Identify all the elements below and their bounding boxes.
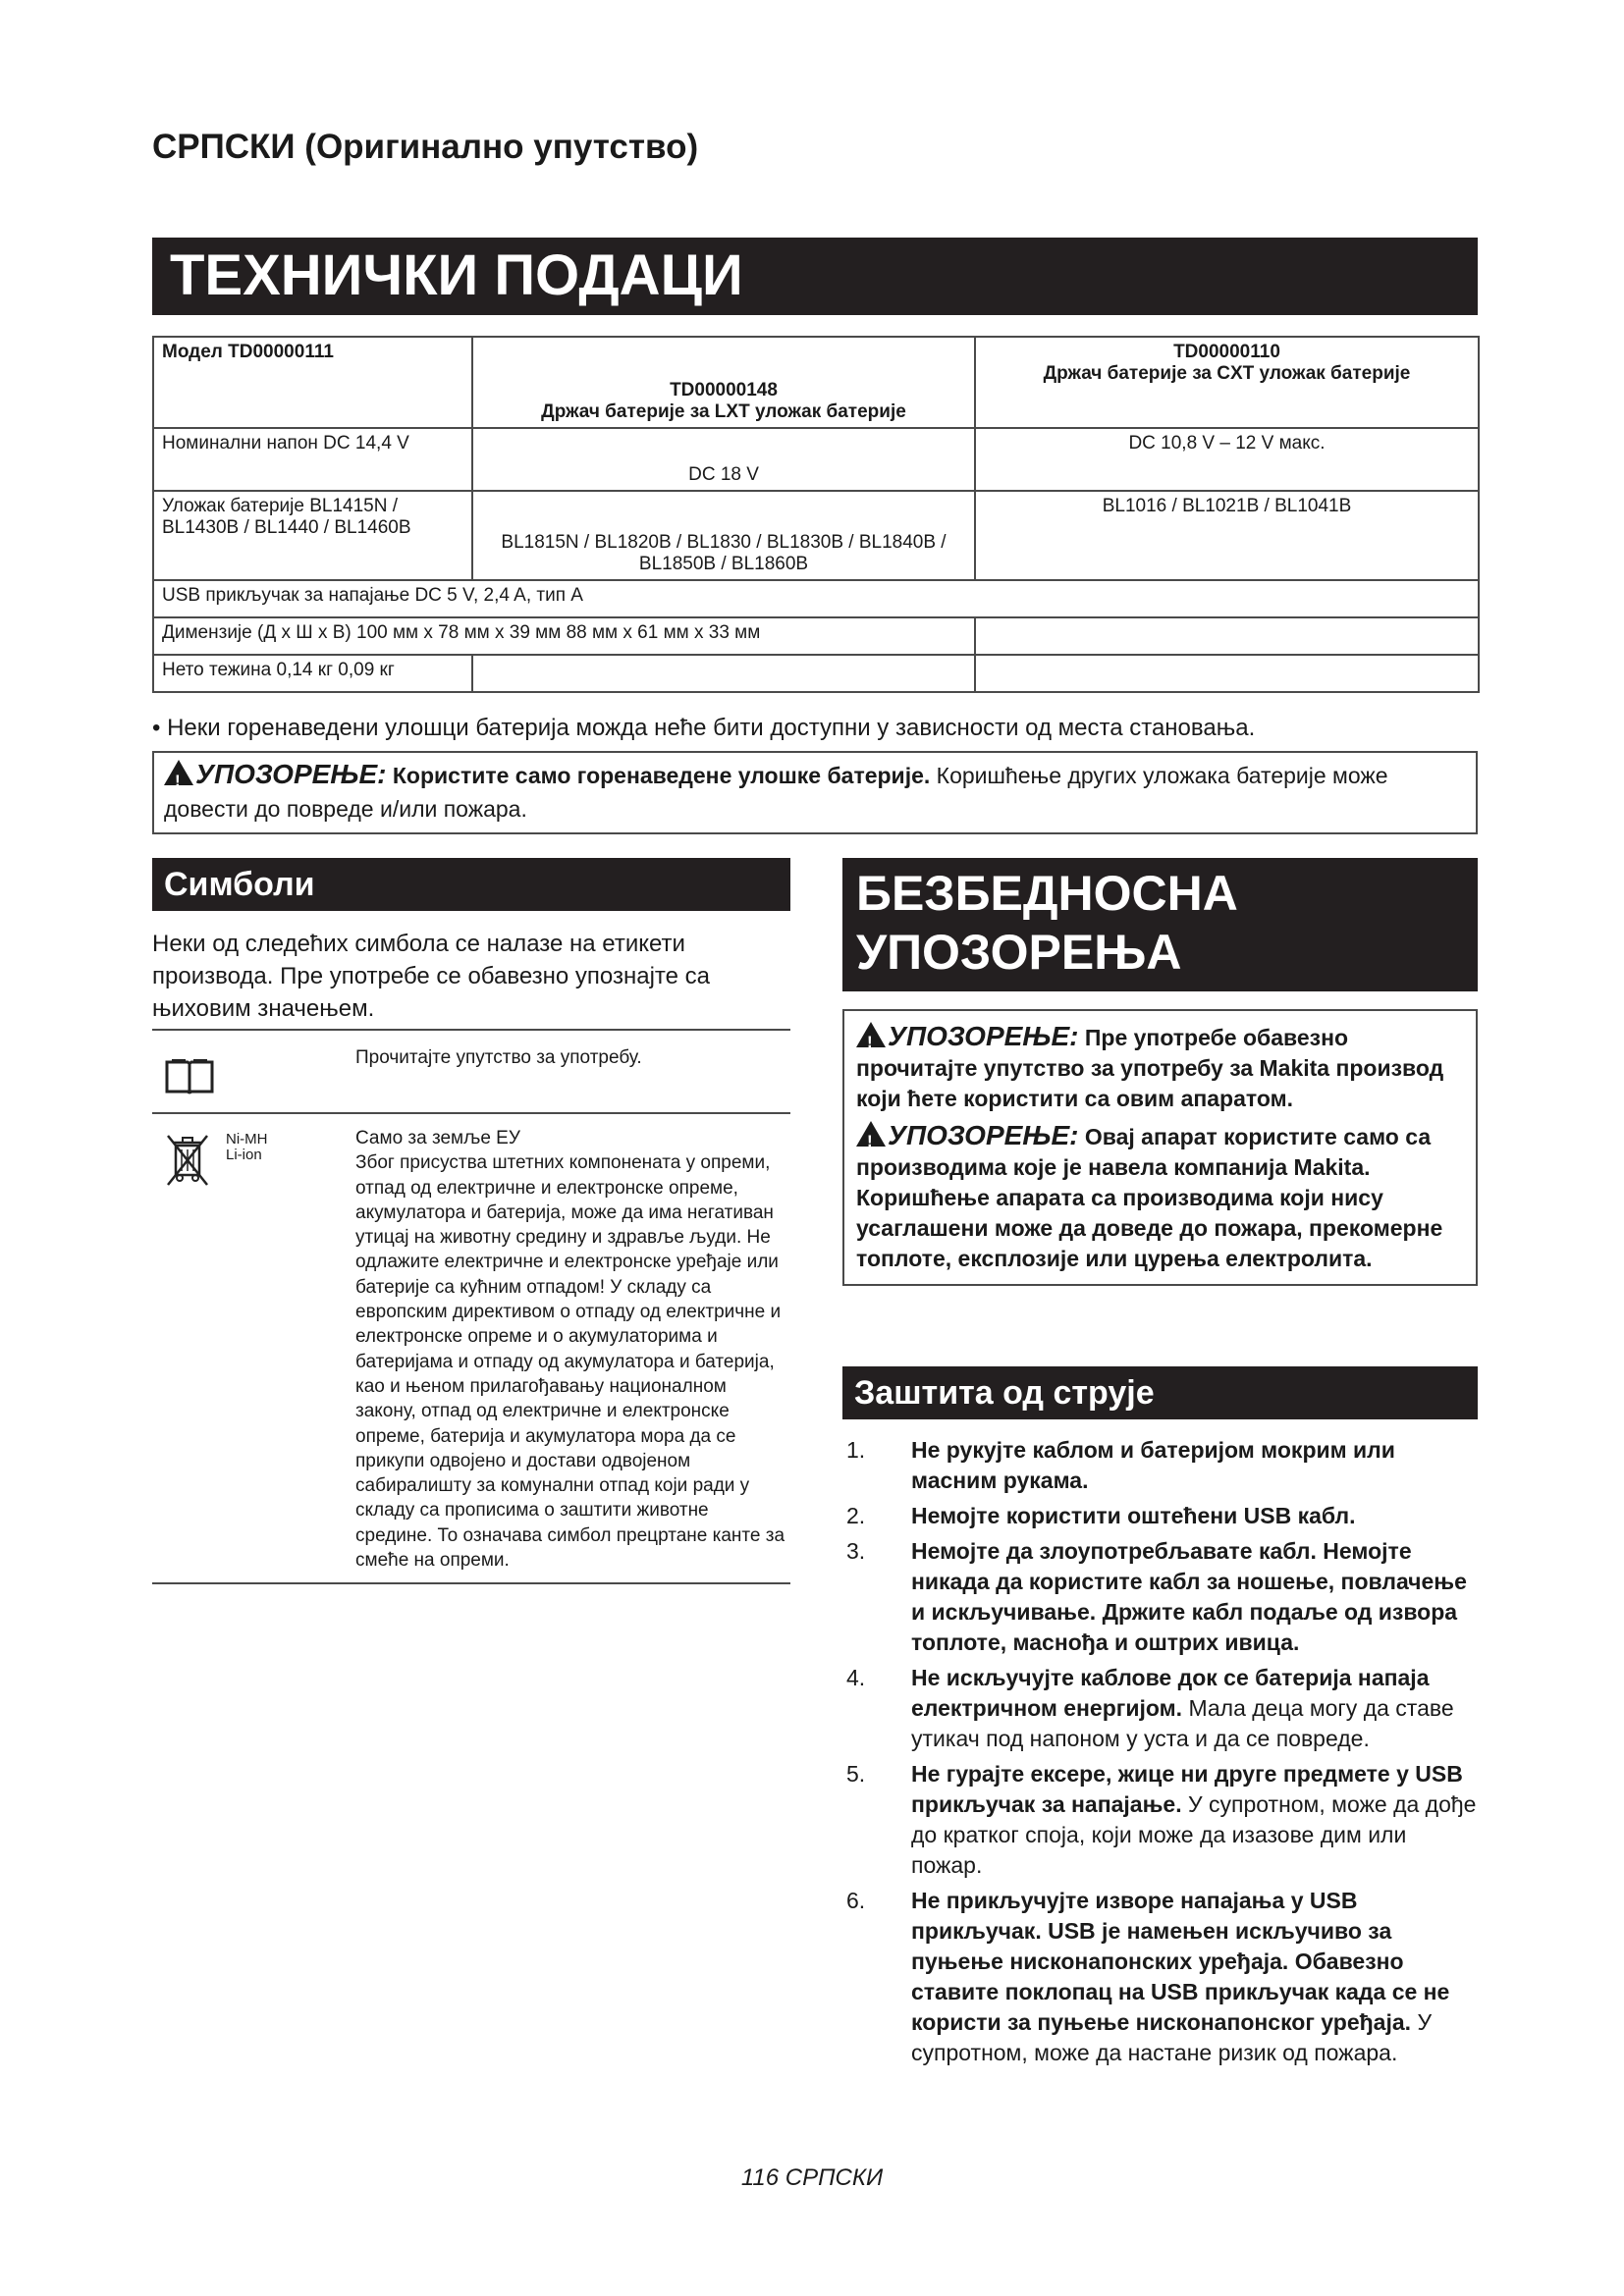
table-cell xyxy=(472,655,975,692)
safety-warning-box xyxy=(842,1009,1478,1286)
list-item xyxy=(842,1886,1478,2068)
safety-title-line1: БЕЗБЕДНОСНА xyxy=(856,866,1238,921)
table-cell: Димензије (Д x Ш x В) 100 мм x 78 мм x 39 мм 88 мм x 61 мм x 33 мм xyxy=(153,617,975,655)
battery-warning-box xyxy=(152,751,1478,834)
electric-shock-list xyxy=(842,1435,1478,2073)
table-row xyxy=(153,655,1479,692)
list-number: 2. xyxy=(846,1503,866,1528)
symbols-heading: Симболи xyxy=(152,858,790,911)
book-icon xyxy=(164,1056,215,1101)
table-header-cell: Модел TD00000111 xyxy=(153,337,472,428)
page-footer: 116 СРПСКИ xyxy=(740,2164,884,2191)
weee-text: Због присуства штетних компонената у опреми, отпад од електричне и електронске опреме, акумулатора и батерија, може да има негативан утицај на животну средину и здравље људи. Не одлажите електричне и електронске уређаје или батерије са кућним отпадом! У складу са европским директивом о отпаду од електричне и електронске опреме и о акумулаторима и батеријама и отпаду од акумулатора и батерија, као и њеном прилагођавању националном закону, отпад од електричне и електронске опреме, батерија и акумулатора мора да се прикупи одвојено и достави одвојеном сабиралишту за комунални отпад који ради у складу са прописима о заштити животне средине. То означава симбол прецртане канте за смеће на опреми. xyxy=(355,1152,785,1572)
table-cell: Номинални напон DC 14,4 V xyxy=(153,428,472,491)
list-number: 3. xyxy=(846,1538,866,1564)
list-item-bold: Не рукујте каблом и батеријом мокрим или масним рукама. xyxy=(911,1437,1395,1493)
specifications-table xyxy=(152,336,1480,693)
list-item-text: У супротном, може да дође до кратког споја, који може да изазове дим или пожар. xyxy=(911,1791,1477,1878)
table-cell xyxy=(975,617,1479,655)
warning-label: УПОЗОРЕЊЕ: xyxy=(888,1120,1079,1150)
list-number: 5. xyxy=(846,1761,866,1787)
symbol-description: Прочитајте упутство за употребу. xyxy=(355,1047,642,1068)
list-number: 1. xyxy=(846,1437,866,1463)
list-item xyxy=(842,1501,1478,1531)
battery-type-label xyxy=(226,1132,268,1163)
table-cell: BL1016 / BL1021B / BL1041B xyxy=(975,491,1479,580)
list-number: 4. xyxy=(846,1665,866,1690)
warning-icon xyxy=(164,760,193,785)
list-item xyxy=(842,1759,1478,1881)
warning-icon xyxy=(856,1121,886,1147)
warning-bold-text: Користите само горенаведене улошке батерије. xyxy=(392,763,931,788)
safety-title-line2: УПОЗОРЕЊА xyxy=(856,925,1182,980)
electric-shock-heading: Заштита од струје xyxy=(842,1366,1478,1419)
list-item-bold: Не искључујте каблове док се батерија напаја електричном енергијом. xyxy=(911,1665,1430,1721)
model-number: TD00000148 xyxy=(670,380,778,400)
availability-note: • Неки горенаведени улошци батерија можда неће бити доступни у зависности од места становања. xyxy=(152,715,1256,741)
page-title: СРПСКИ (Оригинално упутство) xyxy=(152,128,699,166)
specifications-heading: ТЕХНИЧКИ ПОДАЦИ xyxy=(152,238,1478,315)
list-item xyxy=(842,1663,1478,1754)
safety-warning-2 xyxy=(856,1120,1464,1274)
table-cell: DC 18 V xyxy=(472,428,975,491)
table-cell: Уложак батерије BL1415N / BL1430B / BL1440 / BL1460B xyxy=(153,491,472,580)
table-cell: Нето тежина 0,14 кг 0,09 кг xyxy=(153,655,472,692)
list-number: 6. xyxy=(846,1888,866,1913)
warning-text: Овај апарат користите само са производима које је навела компанија Makita. Коришћење апарата са производима који нису усаглашени може да доведе до пожара, прекомерне топлоте, експлозије или цурења електролита. xyxy=(856,1124,1443,1271)
safety-warnings-heading xyxy=(842,858,1478,991)
warning-label: УПОЗОРЕЊЕ: xyxy=(195,759,387,789)
liion-label: Li-ion xyxy=(226,1147,262,1163)
model-description: Држач батерије за LXT уложак батерије xyxy=(541,401,906,422)
warning-text: Коришћење других уложака батерије може довести до повреде и/или пожара. xyxy=(164,763,1388,822)
warning-label: УПОЗОРЕЊЕ: xyxy=(888,1021,1079,1051)
warning-text: Пре употребе обавезно прочитајте упутство за употребу за Makita производ који ћете користити са овим апаратом. xyxy=(856,1025,1444,1111)
table-row xyxy=(153,580,1479,617)
nimh-label: Ni-MH xyxy=(226,1131,268,1148)
list-item-bold: Немојте да злоупотребљавате кабл. Немојте никада да користите кабл за ношење, повлачење и искључивање. Држите кабл подаље од извора топлоте, маснођа и оштрих ивица. xyxy=(911,1538,1467,1655)
list-item xyxy=(842,1435,1478,1496)
table-cell: BL1815N / BL1820B / BL1830 / BL1830B / BL1840B / BL1850B / BL1860B xyxy=(472,491,975,580)
eu-only-title: Само за земље ЕУ xyxy=(355,1128,520,1148)
safety-warning-1 xyxy=(856,1021,1464,1114)
table-header-cell xyxy=(975,337,1479,428)
crossed-bin-icon xyxy=(162,1130,213,1197)
list-item-bold: Немојте користити оштећени USB кабл. xyxy=(911,1503,1356,1528)
list-item-text: Мала деца могу да ставе утикач под напоном у уста и да се повреде. xyxy=(911,1695,1454,1751)
table-header-cell xyxy=(472,337,975,428)
model-description: Држач батерије за CXT уложак батерије xyxy=(1043,363,1411,384)
table-cell: USB прикључак за напајање DC 5 V, 2,4 A, тип A xyxy=(153,580,1479,617)
table-cell: DC 10,8 V – 12 V макс. xyxy=(975,428,1479,491)
table-row xyxy=(153,491,1479,580)
symbol-row xyxy=(152,1029,790,1112)
table-header-row xyxy=(153,337,1479,428)
warning-icon xyxy=(856,1022,886,1047)
symbol-row xyxy=(152,1112,790,1584)
symbol-description xyxy=(355,1114,790,1582)
list-item-bold: Не гурајте ексере, жице ни друге предмете у USB прикључак за напајање. xyxy=(911,1761,1463,1817)
table-row xyxy=(153,617,1479,655)
symbols-intro: Неки од следећих симбола се налазе на етикети производа. Пре употребе се обавезно упознајте са њиховим значењем. xyxy=(152,931,711,1022)
model-number: TD00000110 xyxy=(1173,342,1280,362)
table-cell xyxy=(975,655,1479,692)
symbols-table xyxy=(152,1029,790,1584)
list-item xyxy=(842,1536,1478,1658)
table-row xyxy=(153,428,1479,491)
list-item-text: У супротном, може да настане ризик од пожара. xyxy=(911,2009,1433,2065)
list-item-bold: Не прикључујте изворе напајања у USB прикључак. USB је намењен искључиво за пуњење нисконапонских уређаја. Обавезно ставите поклопац на USB прикључак када се не користи за пуњење нисконапонског уређаја. xyxy=(911,1888,1450,2035)
